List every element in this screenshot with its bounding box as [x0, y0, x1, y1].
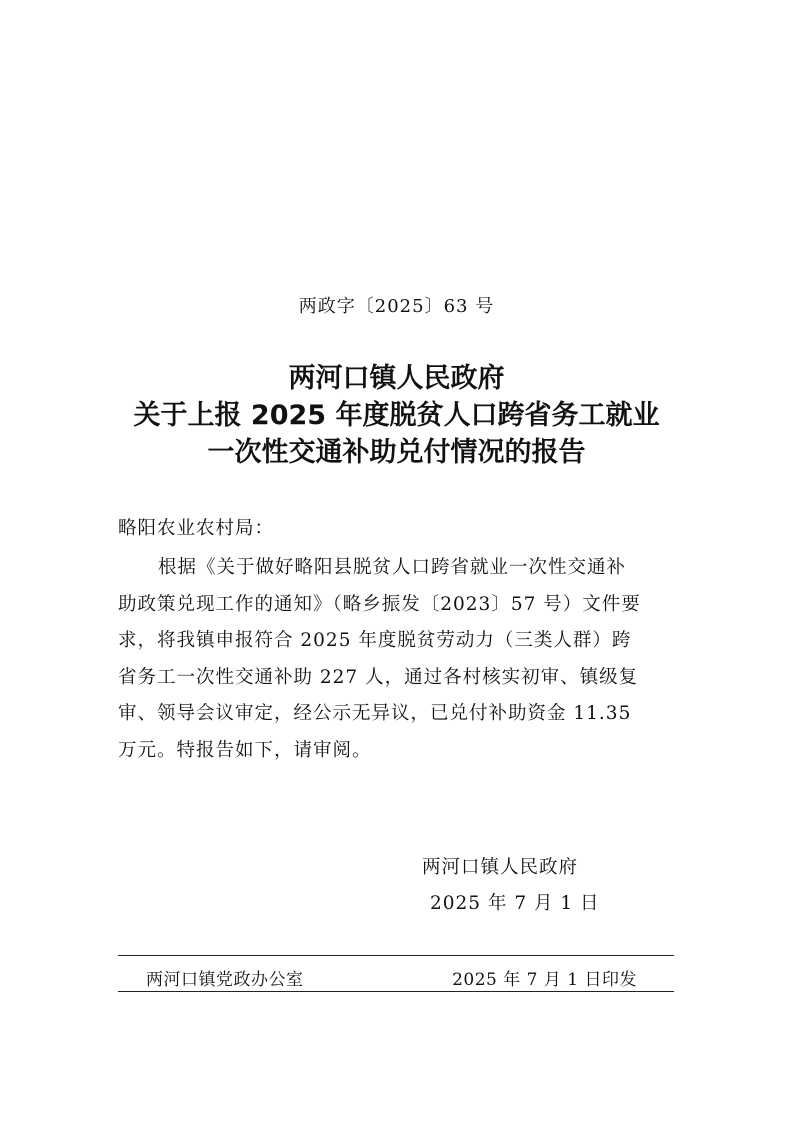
footer-print-date: 2025 年 7 月 1 日印发: [452, 970, 637, 990]
recipient: 略阳农业农村局：: [118, 518, 275, 539]
footer-rule-bottom: [118, 991, 674, 992]
title-line-2: 关于上报 2025 年度脱贫人口跨省务工就业: [133, 400, 660, 431]
document-number: 两政字〔2025〕63 号: [298, 296, 495, 317]
footer-issuing-office: 两河口镇党政办公室: [146, 970, 304, 990]
footer-rule-top: [118, 955, 674, 956]
body-paragraph: [118, 550, 684, 769]
title-line-3: 一次性交通补助兑付情况的报告: [207, 437, 586, 468]
signature-organization: 两河口镇人民政府: [422, 857, 579, 878]
body-line-3: 求，将我镇申报符合 2025 年度脱贫劳动力（三类人群）跨: [118, 630, 632, 651]
body-line-6: 万元。特报告如下，请审阅。: [118, 739, 372, 761]
body-line-1: 根据《关于做好略阳县脱贫人口跨省就业一次性交通补: [158, 557, 627, 578]
body-line-2: 助政策兑现工作的通知》（略乡振发〔2023〕57 号）文件要: [118, 593, 641, 615]
body-line-4: 省务工一次性交通补助 227 人，通过各村核实初审、镇级复: [118, 666, 639, 688]
title-line-1: 两河口镇人民政府: [288, 363, 505, 394]
signature-date: 2025 年 7 月 1 日: [430, 893, 600, 914]
body-line-5: 审、领导会议审定，经公示无异议，已兑付补助资金 11.35: [118, 703, 632, 724]
document-title: [0, 360, 793, 471]
